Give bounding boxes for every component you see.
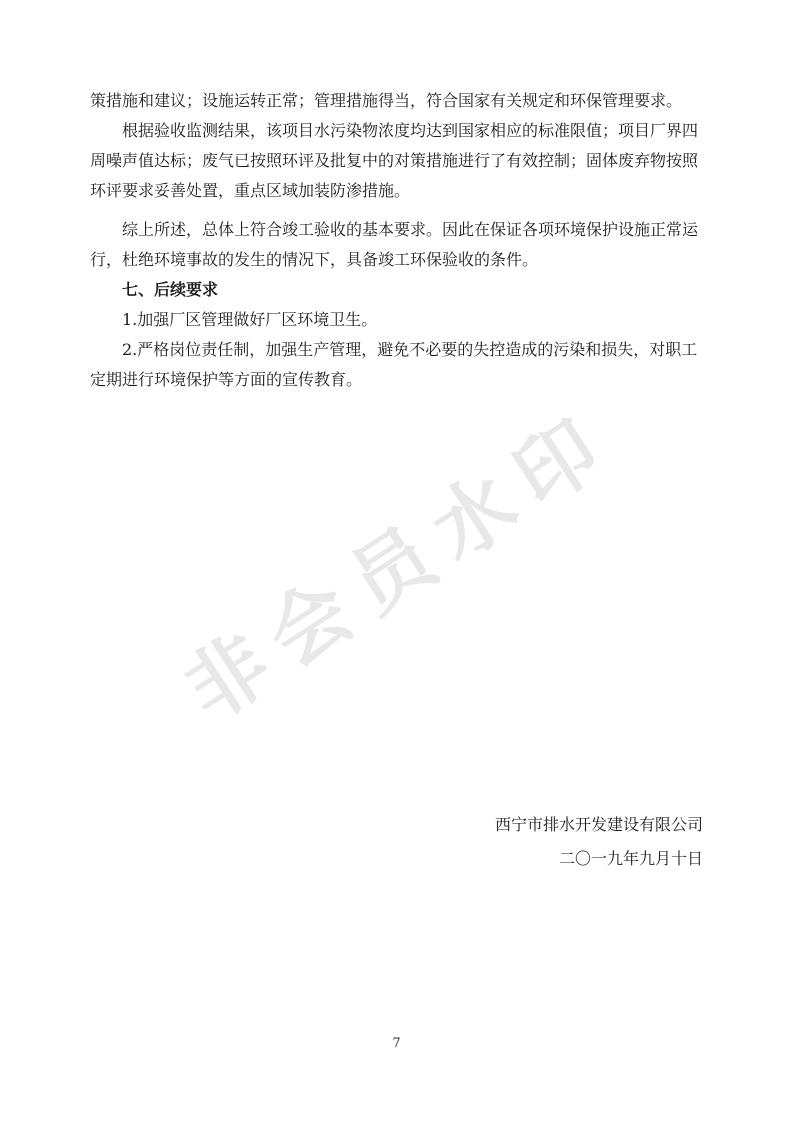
signature-date: 二〇一九年九月十日 bbox=[558, 849, 703, 868]
body-text-line: 环评要求妥善处置，重点区域加装防渗措施。 bbox=[90, 181, 411, 200]
body-text-line: 行，杜绝环境事故的发生的情况下，具备竣工环保验收的条件。 bbox=[90, 250, 539, 269]
list-item-2: 2.严格岗位责任制，加强生产管理，避免不必要的失控造成的污染和损失，对职工 bbox=[122, 340, 698, 359]
body-text-line: 策措施和建议；设施运转正常；管理措施得当，符合国家有关规定和环保管理要求。 bbox=[90, 91, 683, 110]
body-text-line: 根据验收监测结果，该项目水污染物浓度均达到国家相应的标准限值；项目厂界四 bbox=[122, 121, 699, 140]
page-number: 7 bbox=[392, 1036, 401, 1051]
list-item-2-continuation: 定期进行环境保护等方面的宣传教育。 bbox=[90, 370, 363, 389]
body-text-line: 周噪声值达标；废气已按照环评及批复中的对策措施进行了有效控制；固体废弃物按照 bbox=[90, 151, 699, 170]
section-heading-followup-requirements: 七、后续要求 bbox=[122, 280, 219, 299]
signature-company-name: 西宁市排水开发建设有限公司 bbox=[494, 815, 703, 834]
body-text-line: 综上所述，总体上符合竣工验收的基本要求。因此在保证各项环境保护设施正常运 bbox=[122, 220, 699, 239]
page-footer bbox=[0, 1036, 793, 1051]
signature-block bbox=[495, 808, 703, 876]
watermark-text: 非会员水印 bbox=[169, 393, 631, 739]
document-body bbox=[90, 86, 703, 395]
list-item-1: 1.加强厂区管理做好厂区环境卫生。 bbox=[122, 310, 378, 329]
